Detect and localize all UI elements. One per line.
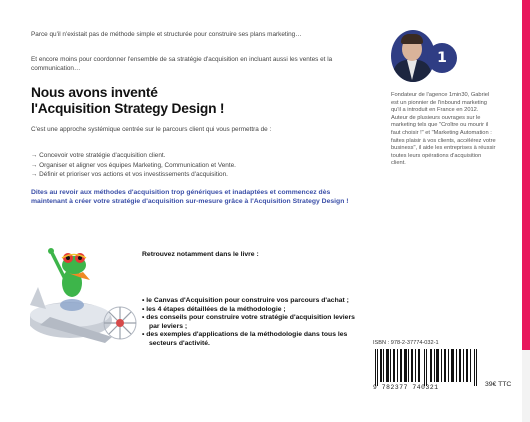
callout-text: Dites au revoir aux méthodes d'acquisition trop génériques et inadaptées et commencez dès maintenant à créer votre stratégie d'acquisition sur-mesure grâce à l'Acquisition Strategy Design ! xyxy=(31,189,349,205)
book-heading: Retrouvez notamment dans le livre : xyxy=(142,251,259,258)
headline xyxy=(31,85,224,117)
brand-logo-badge: 1 xyxy=(427,43,457,73)
headline-line-1: Nous avons inventé xyxy=(31,85,158,100)
price-label: 39€ TTC xyxy=(485,381,512,388)
book-content-item: • des exemples d'applications de la méthodologie dans tous les secteurs d'activité. xyxy=(142,331,348,347)
headline-line-2: l'Acquisition Strategy Design ! xyxy=(31,101,225,116)
objective-item: → Organiser et aligner vos équipes Marketing, Communication et Vente. xyxy=(31,161,236,169)
objectives-list xyxy=(31,151,236,180)
bottom-strip xyxy=(522,350,530,422)
objective-item: → Concevoir votre stratégie d'acquisition client. xyxy=(31,152,166,159)
isbn-text: ISBN : 978-2-37774-032-1 xyxy=(373,340,439,346)
intro-para-2: Et encore moins pour coordonner l'ensemble de sa stratégie d'acquisition en incluant aussi les ventes et la communication… xyxy=(31,56,333,72)
approach-text: C'est une approche systémique centrée sur le parcours client qui vous permettra de : xyxy=(31,126,272,133)
intro-para-1: Parce qu'il n'existait pas de méthode simple et structurée pour construire ses plans marketing… xyxy=(31,31,302,38)
book-content-item: • le Canvas d'Acquisition pour construire vos parcours d'achat ; xyxy=(142,297,349,304)
accent-bar xyxy=(522,0,530,350)
book-content-item: • les 4 étapes détaillées de la méthodologie ; xyxy=(142,305,286,313)
book-content-item: • des conseils pour construire votre stratégie d'acquisition leviers par leviers ; xyxy=(142,314,355,330)
author-bio: Fondateur de l'agence 1min30, Gabriel est un pionnier de l'inbound marketing qu'il a introduit en France en 2012. Auteur de plusieurs ouvrages sur le marketing tels que "Croître ou mourir il faut choisir !" et "Marketing Automation : faites plaisir à vos clients, accélérez votre business", il aide les entreprises à réussir toutes leurs opérations d'acquisition client. xyxy=(391,92,496,167)
barcode-digits: 9 782377 740321 xyxy=(373,384,439,391)
frog-airplane-illustration xyxy=(30,225,140,365)
barcode xyxy=(373,349,483,386)
book-contents-list xyxy=(142,297,362,349)
objective-item: → Définir et prioriser vos actions et vos investissements d'acquisition. xyxy=(31,171,228,179)
